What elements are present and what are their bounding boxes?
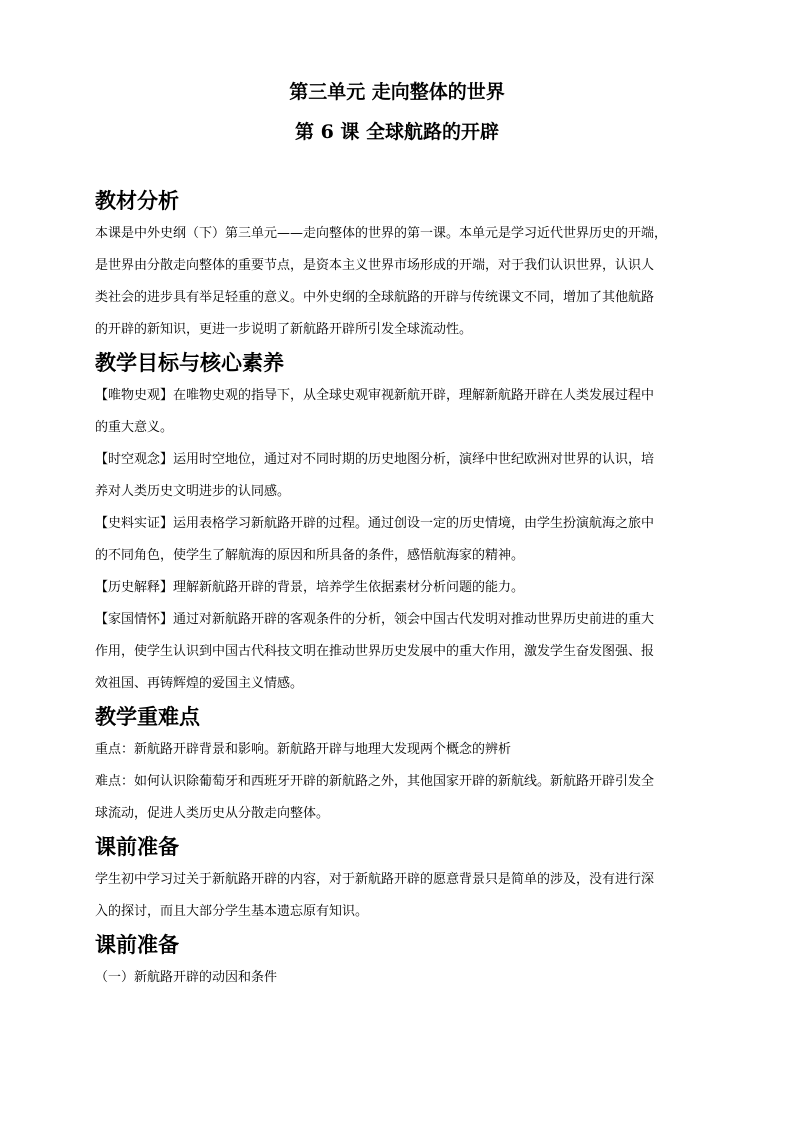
section-key-points — [95, 700, 699, 830]
paragraph-line: 是世界由分散走向整体的重要节点，是资本主义世界市场形成的开端，对于我们认识世界，认识人 — [95, 258, 655, 273]
section-prep — [95, 830, 699, 928]
paragraph-line: 学生初中学习过关于新航路开辟的内容，对于新航路开辟的愿意背景只是简单的涉及，没有进行深 — [95, 872, 655, 887]
paragraph-line: 的重大意义。 — [95, 420, 174, 435]
spacer — [95, 148, 699, 184]
paragraph-line: 【史料实证】运用表格学习新航路开辟的过程。通过创设一定的历史情境，由学生扮演航海之旅中 — [95, 516, 655, 531]
section-goals — [95, 346, 699, 700]
section-heading: 课前准备 — [95, 932, 179, 957]
unit-title: 第三单元 走向整体的世界 — [289, 81, 505, 103]
paragraph-line: 的不同角色，使学生了解航海的原因和所具备的条件，感悟航海家的精神。 — [95, 548, 525, 563]
paragraph-line: 效祖国、再铸辉煌的爱国主义情感。 — [95, 676, 304, 691]
paragraph-line: 【家国情怀】通过对新航路开辟的客观条件的分析，领会中国古代发明对推动世界历史前进的重大 — [95, 612, 655, 627]
section-prep-2 — [95, 928, 699, 994]
section-heading: 教学重难点 — [95, 704, 200, 729]
paragraph-line: 重点：新航路开辟背景和影响。新航路开辟与地理大发现两个概念的辨析 — [95, 742, 512, 757]
section-heading: 教材分析 — [95, 188, 179, 213]
paragraph-line: 【时空观念】运用时空地位，通过对不同时期的历史地图分析，演绎中世纪欧洲对世界的认识，培 — [95, 452, 655, 467]
paragraph-line: 本课是中外史纲（下）第三单元——走向整体的世界的第一课。本单元是学习近代世界历史的开端， — [95, 226, 668, 241]
paragraph-line: 难点：如何认识除葡萄牙和西班牙开辟的新航路之外，其他国家开辟的新航线。新航路开辟引发全 — [95, 774, 655, 789]
paragraph-line: 作用，使学生认识到中国古代科技文明在推动世界历史发展中的重大作用，激发学生奋发图强、报 — [95, 644, 655, 659]
paragraph-line: 的开辟的新知识，更进一步说明了新航路开辟所引发全球流动性。 — [95, 322, 473, 337]
paragraph-line: 【唯物史观】在唯物史观的指导下，从全球史观审视新航开辟，理解新航路开辟在人类发展过程中 — [95, 388, 655, 403]
paragraph-line: 养对人类历史文明进步的认同感。 — [95, 484, 291, 499]
section-heading: 课前准备 — [95, 834, 179, 859]
lesson-title: 第 6 课 全球航路的开辟 — [294, 121, 500, 143]
paragraph-line: 【历史解释】理解新航路开辟的背景，培养学生依据素材分析问题的能力。 — [95, 580, 525, 595]
paragraph-line: 入的探讨，而且大部分学生基本遗忘原有知识。 — [95, 904, 369, 919]
paragraph-line: 类社会的进步具有举足轻重的意义。中外史纲的全球航路的开辟与传统课文不同，增加了其他航路 — [95, 290, 655, 305]
section-heading: 教学目标与核心素养 — [95, 350, 284, 375]
list-item: （一）新航路开辟的动因和条件 — [95, 970, 278, 985]
document-page — [95, 76, 699, 994]
paragraph-line: 球流动，促进人类历史从分散走向整体。 — [95, 806, 330, 821]
section-analysis — [95, 184, 699, 346]
